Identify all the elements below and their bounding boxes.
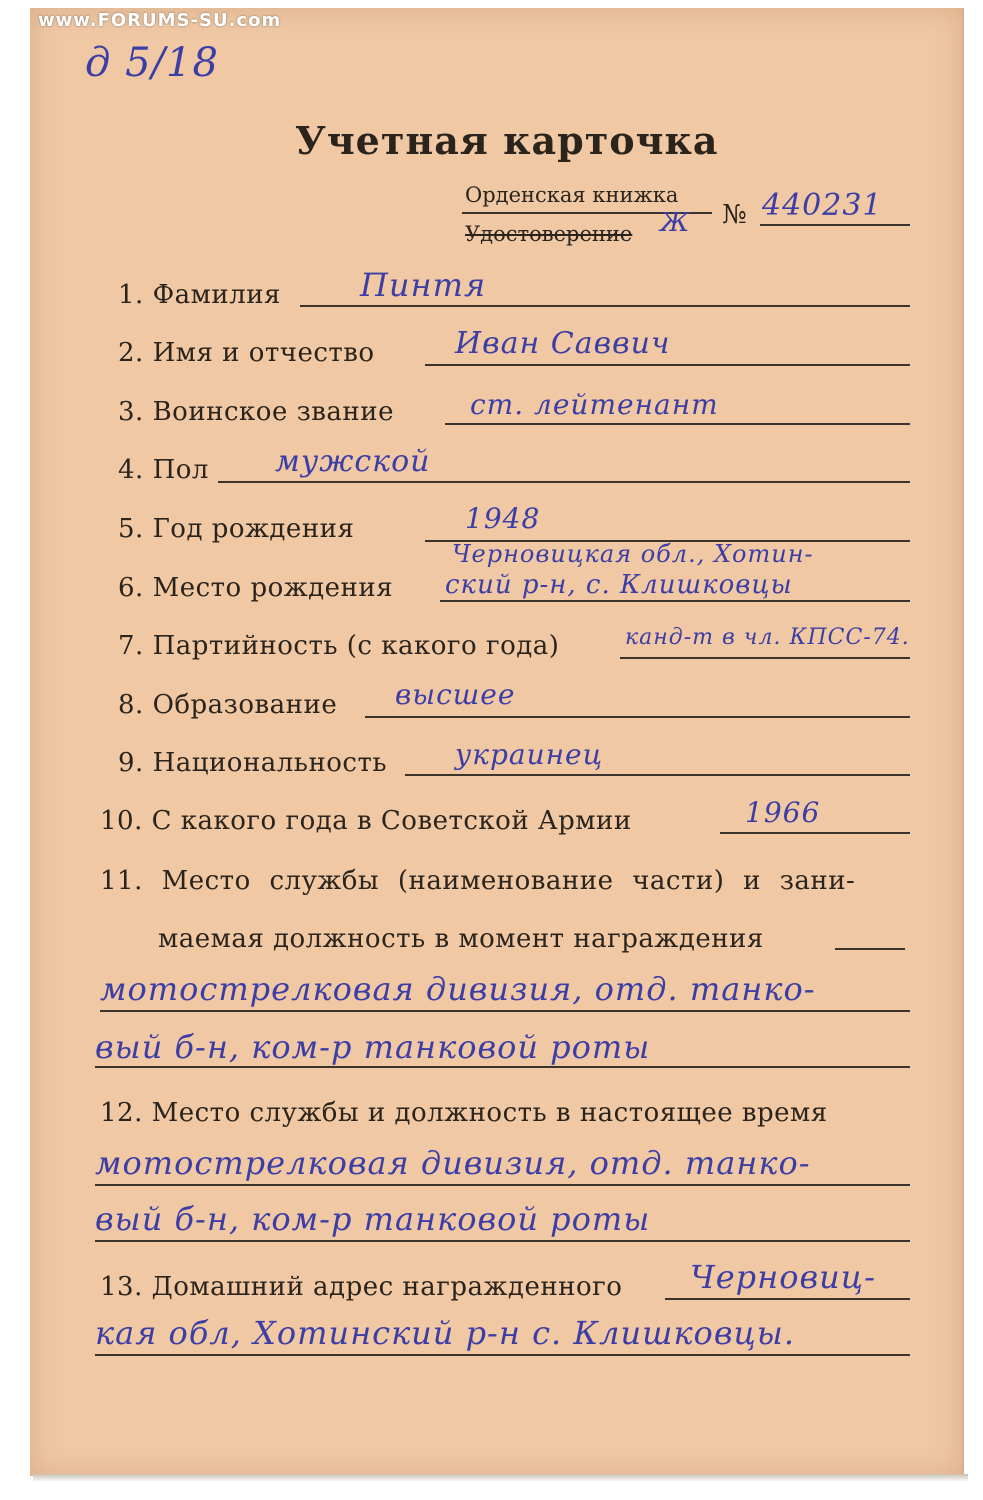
field-12-value-line1: мотострелковая дивизия, отд. танко- (95, 1144, 811, 1182)
field-12-value-line2: вый б-н, ком-р танковой роты (95, 1200, 651, 1238)
corner-note: д 5/18 (85, 40, 219, 86)
field-11-rule-0 (835, 948, 905, 950)
field-8-rule (365, 716, 910, 718)
field-4-rule (218, 481, 910, 483)
field-6-value-line2: ский р-н, с. Клишковцы (445, 570, 793, 600)
card-title: Учетная карточка (295, 118, 719, 163)
number-value: 440231 (762, 188, 883, 223)
field-11-value-line2: вый б-н, ком-р танковой роты (95, 1028, 651, 1066)
field-11-value-line1: мотострелковая дивизия, отд. танко- (100, 970, 816, 1008)
field-1-label: 1. Фамилия (118, 280, 281, 310)
field-7-value: канд-т в чл. КПСС-74. (625, 625, 910, 650)
order-book-label: Орденская книжка (465, 183, 679, 207)
field-13-value-line2: кая обл, Хотинский р-н с. Клишковцы. (95, 1314, 795, 1352)
field-13-rule-2 (95, 1354, 910, 1356)
field-8-label: 8. Образование (118, 690, 338, 720)
field-13-value-line1: Черновиц- (690, 1258, 876, 1296)
field-1-rule (300, 305, 910, 307)
series-value: Ж (660, 208, 691, 238)
field-10-value: 1966 (745, 796, 821, 829)
field-11-label-line2: маемая должность в момент награждения (158, 924, 764, 954)
field-1-value: Пинтя (360, 266, 487, 304)
field-8-value: высшее (395, 678, 516, 711)
field-4-value: мужской (275, 444, 431, 479)
field-10-rule (720, 832, 910, 834)
field-2-rule (425, 364, 910, 366)
field-6-label: 6. Место рождения (118, 573, 394, 603)
field-12-rule-2 (95, 1240, 910, 1242)
field-9-rule (405, 774, 910, 776)
field-3-value: ст. лейтенант (470, 388, 719, 421)
field-2-value: Иван Саввич (455, 326, 671, 361)
field-9-label: 9. Национальность (118, 748, 388, 778)
field-11-rule-1 (100, 1010, 910, 1012)
field-4-label: 4. Пол (118, 455, 209, 485)
number-label: № (722, 200, 747, 230)
number-rule (760, 224, 910, 226)
field-12-label: 12. Место службы и должность в настоящее время (100, 1098, 828, 1128)
field-13-rule-1 (665, 1298, 910, 1300)
field-6-rule (440, 600, 910, 602)
field-5-label: 5. Год рождения (118, 514, 355, 544)
field-12-rule-1 (95, 1184, 910, 1186)
field-3-rule (445, 423, 910, 425)
field-6-value-line1: Черновицкая обл., Хотин- (452, 540, 814, 568)
field-3-label: 3. Воинское звание (118, 397, 394, 427)
field-13-label: 13. Домашний адрес награжденного (100, 1272, 623, 1302)
field-10-label: 10. С какого года в Советской Армии (100, 806, 632, 836)
field-9-value: украинец (455, 738, 604, 771)
watermark: www.FORUMS-SU.com (38, 10, 282, 31)
field-7-label: 7. Партийность (с какого года) (118, 631, 560, 661)
field-5-value: 1948 (465, 502, 541, 535)
field-11-rule-2 (95, 1066, 910, 1068)
card-shadow (33, 1474, 968, 1482)
certificate-label: Удостоверение (465, 222, 633, 246)
field-11-label-line1: 11. Место службы (наименование части) и зани- (100, 866, 856, 896)
field-2-label: 2. Имя и отчество (118, 338, 375, 368)
field-7-rule (620, 657, 910, 659)
